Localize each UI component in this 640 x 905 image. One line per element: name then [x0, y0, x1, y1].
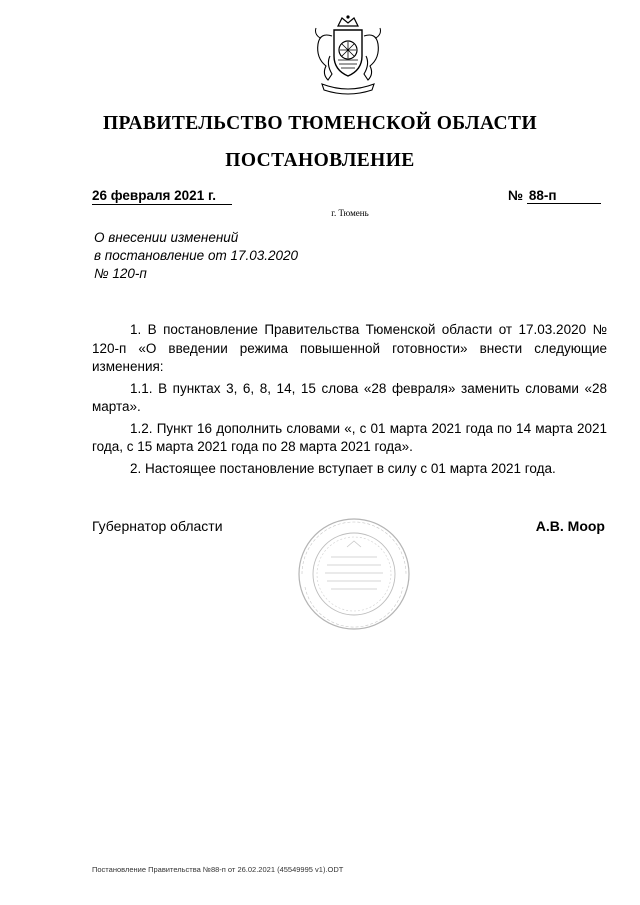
signatory-position: Губернатор области [92, 518, 223, 534]
body-paragraph: 2. Настоящее постановление вступает в силу с 01 марта 2021 года. [130, 460, 556, 476]
document-kind-title: ПОСТАНОВЛЕНИЕ [225, 150, 415, 171]
body-paragraph: 1.2. Пункт 16 дополнить словами «, с 01 марта 2021 года по 14 марта 2021 года, с 15 марта 2021 года по 28 марта 2021 года». [92, 420, 607, 454]
tyumen-coat-of-arms-icon [310, 14, 386, 98]
number-value: 88-п [527, 188, 601, 204]
number-label: № [508, 188, 524, 203]
document-body [92, 321, 607, 481]
document-subject [94, 229, 298, 283]
subject-line: О внесении изменений [94, 230, 239, 245]
organization-title: ПРАВИТЕЛЬСТВО ТЮМЕНСКОЙ ОБЛАСТИ [102, 113, 538, 134]
signatory-name: А.В. Моор [535, 518, 605, 534]
subject-line: № 120-п [94, 266, 147, 281]
official-seal-icon [297, 517, 411, 631]
document-footer: Постановление Правительства №88-п от 26.02.2021 (45549995 v1).ODT [92, 865, 344, 874]
document-city: г. Тюмень [331, 208, 369, 218]
body-paragraph: 1. В постановление Правительства Тюменской области от 17.03.2020 № 120-п «О введении режима повышенной готовности» внести следующие изменения: [92, 322, 607, 374]
subject-line: в постановление от 17.03.2020 [94, 248, 299, 263]
document-date: 26 февраля 2021 г. [92, 188, 232, 205]
body-paragraph: 1.1. В пунктах 3, 6, 8, 14, 15 слова «28 февраля» заменить словами «28 марта». [92, 380, 607, 414]
document-number [508, 188, 601, 204]
